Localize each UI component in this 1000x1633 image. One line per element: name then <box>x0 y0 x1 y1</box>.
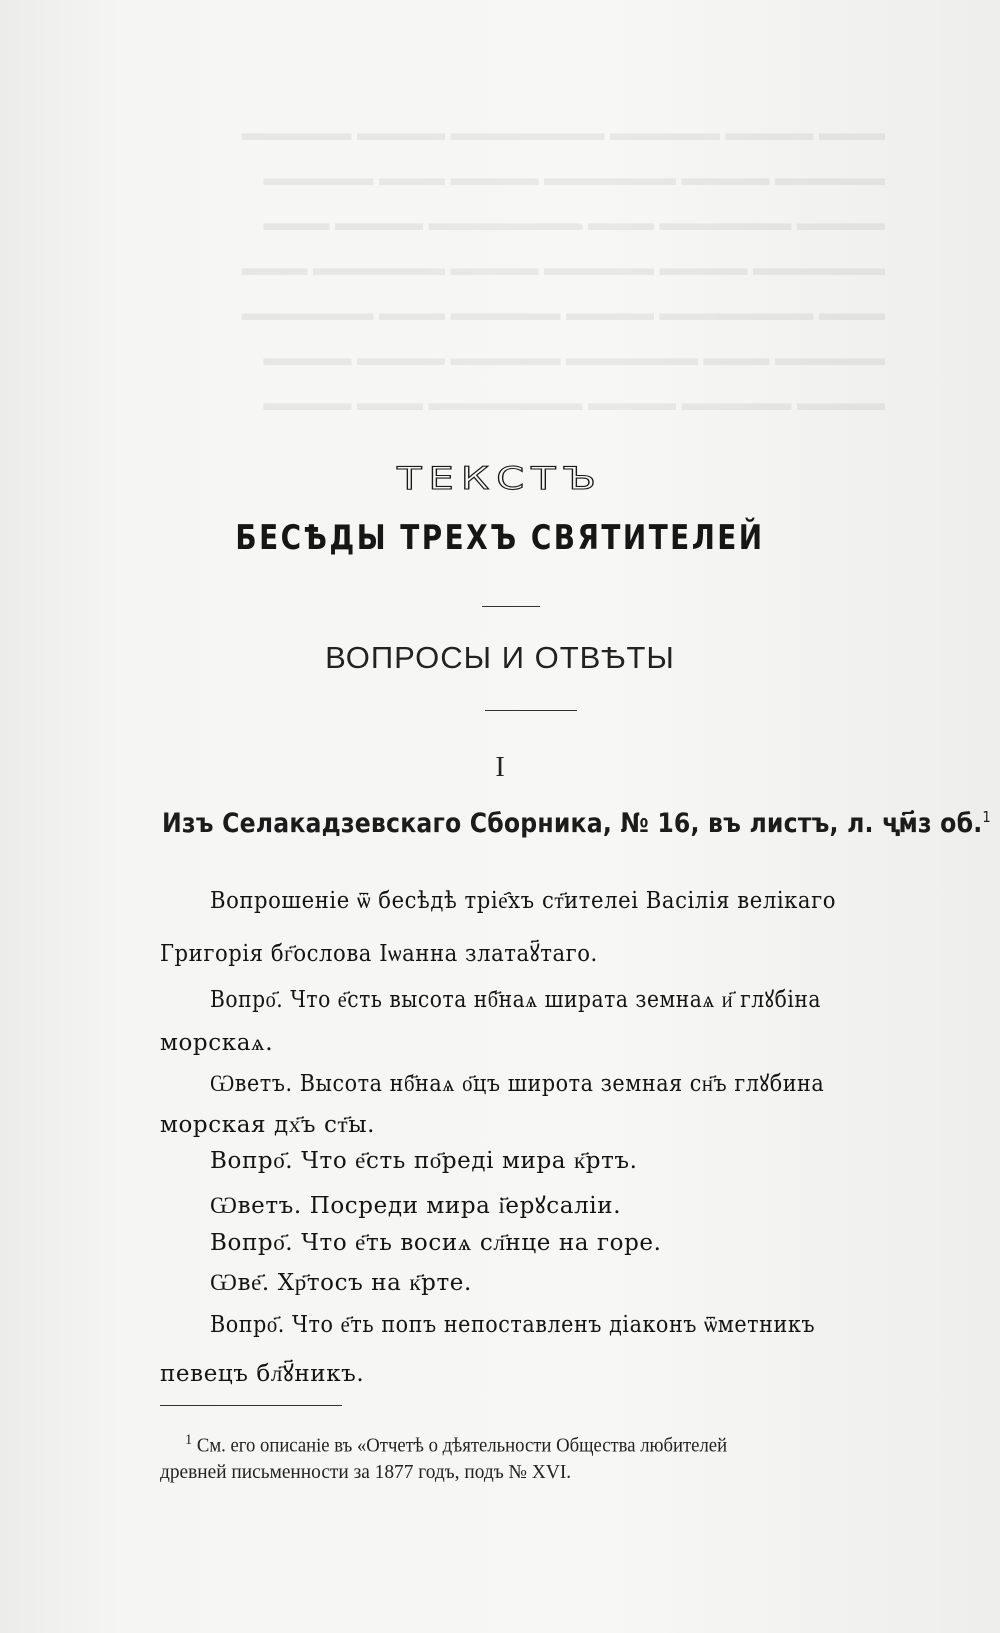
slavonic-line: Ѡветъ. Посреди мира і҃ерꙋсаліи. <box>210 1193 622 1219</box>
footnote-ref: 1 <box>982 808 991 826</box>
footnote-mark: 1 <box>185 1432 193 1448</box>
slavonic-line: морскаѧ. <box>160 1030 274 1056</box>
divider-rule <box>485 710 577 711</box>
slavonic-line: Григорія бг҃ослова Іѡанна златаꙋ҃таго. <box>160 941 598 967</box>
footnote-text-1: См. его описаніе въ «Отчетѣ о дѣятельности Общества любителей <box>196 1435 728 1457</box>
source-text: Изъ Селакадзевскаго Сборника, № 16, въ листъ, л. ҷм҃з об. <box>162 808 983 839</box>
footnote-line-2: древней письменности за 1877 годъ, подъ № XVI. <box>160 1462 572 1483</box>
footnote-divider <box>160 1405 342 1406</box>
slavonic-line: певецъ бл҃ꙋ҃никъ. <box>160 1361 365 1387</box>
heading-tekst: ТЕКСТЪ <box>397 461 603 497</box>
slavonic-line: морская дх҃ъ ст҃ы. <box>160 1112 376 1138</box>
slavonic-line: Вопро҃. Что е҃ть попъ непоставленъ діаконъ ѿметникъ <box>210 1312 816 1338</box>
slavonic-line: Вопрошеніе ѿ бесѣдѣ тріе҄хъ ст҃ителеі Васілія велікаго <box>210 888 837 914</box>
slavonic-line: Вопро҃. Что е҃ть восиѧ сл҃нце на горе. <box>210 1230 662 1256</box>
heading-besedy: БЕСѢДЫ ТРЕХЪ СВЯТИТЕЛЕЙ <box>235 518 765 558</box>
slavonic-line: Вопро҃. Что е҃сть высота нб҃наѧ ширата земнаѧ и҃ глꙋбіна <box>210 987 821 1013</box>
section-number: I <box>495 752 505 783</box>
source-reference <box>162 808 991 839</box>
bleed-through-texture: ▬▬▬ ▬▬▬▬ ▬▬▬▬▬ ▬▬▬▬▬▬▬ ▬▬▬▬ ▬▬▬▬▬ ▬▬▬▬▬ ▬▬▬▬ ▬▬▬▬▬▬ ▬▬▬▬ ▬▬▬ ▬▬▬▬▬ ▬▬▬▬ ▬▬▬▬▬▬ ▬▬▬ ▬▬▬▬▬▬▬ ▬▬▬▬ ▬▬▬ ▬▬▬▬▬▬ ▬▬▬▬ ▬▬▬▬▬ ▬▬▬▬ ▬▬▬▬▬▬ ▬▬▬ ▬▬▬ ▬▬▬▬▬▬▬ ▬▬▬▬ ▬▬▬▬▬ ▬▬▬ ▬▬▬▬▬▬ ▬▬▬▬▬ ▬▬▬ ▬▬▬▬▬▬ ▬▬▬▬▬ ▬▬▬▬ ▬▬▬▬ ▬▬▬▬ ▬▬▬▬▬ ▬▬▬▬ ▬▬▬▬▬▬▬ ▬▬▬ ▬▬▬▬ <box>241 120 885 415</box>
slavonic-line: Вопро҃. Что е҃сть по҃реді мира к҃ртъ. <box>210 1148 638 1174</box>
slavonic-line: Ѡветъ. Высота нб҃наѧ о҃цъ широта земная сн҃ъ глꙋбина <box>210 1071 825 1097</box>
footnote-line-1 <box>185 1432 875 1458</box>
heading-voprosy: ВОПРОСЫ И ОТВѢТЫ <box>325 640 675 675</box>
divider-rule-short <box>482 606 540 607</box>
slavonic-line: Ѡве҃. Хр҃тосъ на к҃рте. <box>210 1270 472 1296</box>
